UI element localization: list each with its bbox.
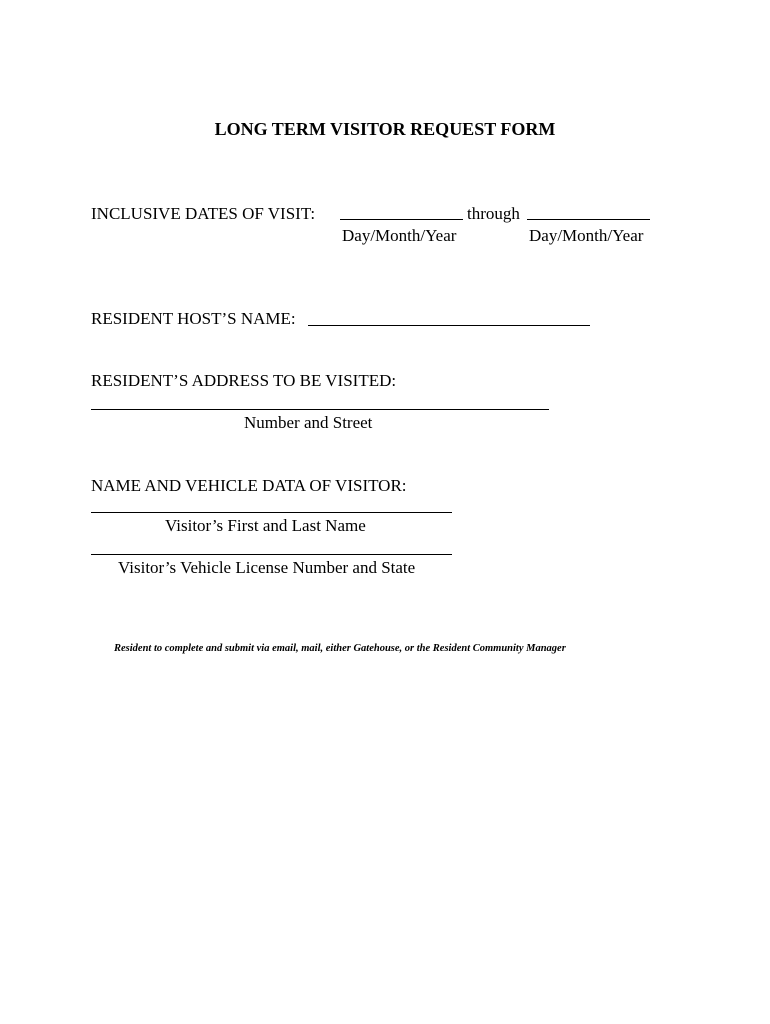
address-label: RESIDENT’S ADDRESS TO BE VISITED: [91,371,397,390]
start-date-caption: Day/Month/Year [342,226,457,245]
dates-label: INCLUSIVE DATES OF VISIT: [91,204,316,223]
host-name-label: RESIDENT HOST’S NAME: [91,309,296,328]
start-date-field[interactable] [340,219,463,220]
visitor-name-field[interactable] [91,512,452,513]
visitor-vehicle-field[interactable] [91,554,452,555]
host-name-field[interactable] [308,325,590,326]
visitor-vehicle-caption: Visitor’s Vehicle License Number and State [118,558,416,577]
form-title: LONG TERM VISITOR REQUEST FORM [214,119,556,139]
address-field[interactable] [91,409,549,410]
dates-connector: through [467,204,520,223]
visitor-data-label: NAME AND VEHICLE DATA OF VISITOR: [91,476,407,495]
end-date-field[interactable] [527,219,650,220]
address-caption: Number and Street [244,413,373,432]
submission-note: Resident to complete and submit via email, mail, either Gatehouse, or the Resident Community Manager [114,643,566,654]
visitor-name-caption: Visitor’s First and Last Name [165,516,366,535]
end-date-caption: Day/Month/Year [529,226,644,245]
